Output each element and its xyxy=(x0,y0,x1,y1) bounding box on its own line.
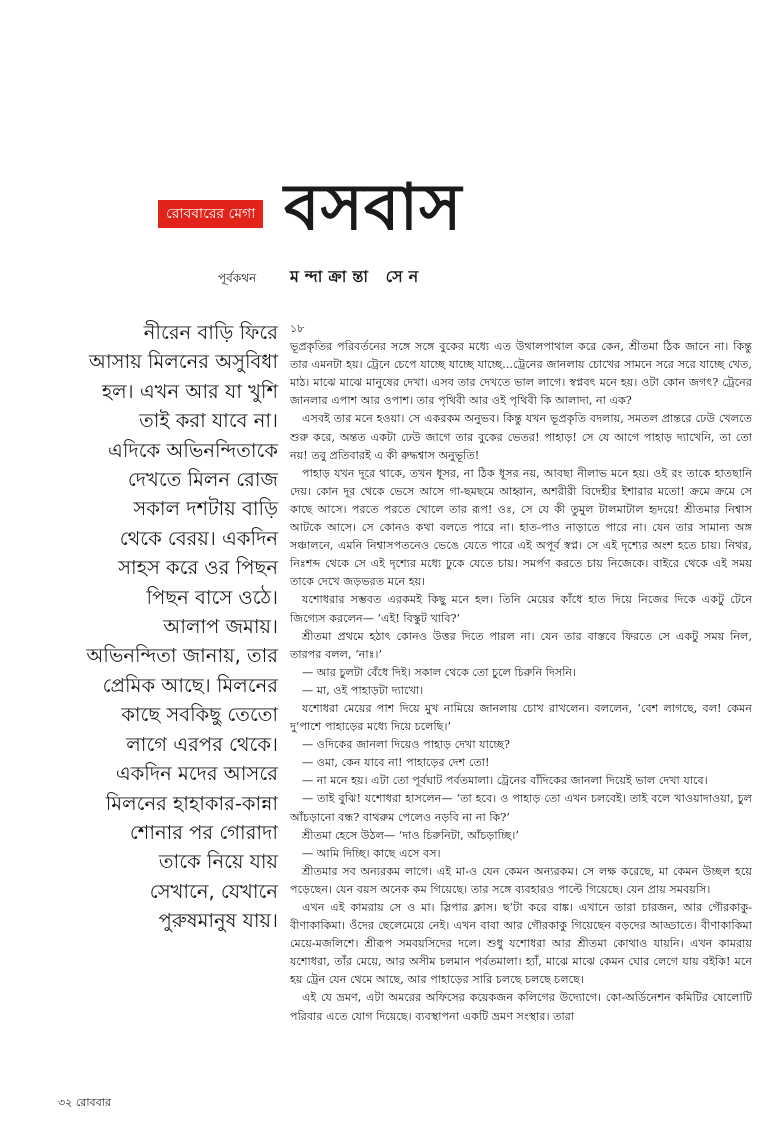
summary-line: দেখতে মিলন রোজ xyxy=(127,468,278,492)
summary-line: আসায় মিলনের অসুবিধা xyxy=(88,350,278,374)
body-paragraph: এখন এই কামরায় সে ও মা। স্লিপার ক্লাস। ছ’টা করে বাঙ্ক। এখানে তারা চারজন, আর গৌরকাকু-বীণাকাকিমা। ওঁদের ছেলেমেয়ে নেই। এখন বাবা আর গৌরকাকু গিয়েছেন বড়দের আড্ডাতে। বীণাকাকিমা মেয়ে-মজলিশে। শ্রীরূপ সমবয়সিদের দলে। শুধু যশোধরা আর শ্রীতমা কোথাও যায়নি। এখন কামরায় যশোধরা, তাঁর মেয়ে, আর অসীম চলমান পর্বতমালা। হ্যাঁ, মাঝে মাঝে কেমন ঘোর লেগে যায় বইকি! মনে হয় ট্রেন যেন থেমে আছে, আর পাহাড়ের সারি চলছে চলছে চলছে। xyxy=(290,901,752,987)
body-paragraph: পাহাড় যখন দূরে থাকে, তখন ধূসর, না ঠিক ধূসর নয়, আবছা নীলাভ মনে হয়। ওই রং তাকে হাতছানি দেয়। কোন দূর থেকে ভেসে আসে গা-ছমছমে আহ্বান, অশরীরী বিদেহীর ইশারার মতো! ক্রমে ক্রমে সে কাছে আসে। পরতে পরতে খোলে তার রূপ! ওঃ, সে যে কী তুমুল টালমাটাল হৃদয়ে! শ্রীতমার নিশ্বাস আটকে আসে। সে কোনও কথা বলতে পারে না। হাত-পাও নাড়াতে পারে না। যেন তার সামান্য অঙ্গ সঞ্চালনে, এমনি নিশ্বাসপতনেও ভেঙে যেতে পারে এই অপূর্ব স্বপ্ন। সে এই দৃশ্যের অংশ হতে চায়। নিথর, নিঃশব্দ থেকে সে এই দৃশ্যের মধ্যে ঢুকে যেতে চায়। সমর্পণ করতে চায় নিজেকে। বাইরে থেকে এই সময় তাকে দেখে জড়ভরত মনে হয়। xyxy=(290,466,752,589)
summary-line: অভিনন্দিতা জানায়, তার xyxy=(86,644,278,668)
summary-line: প্রেমিক আছে। মিলনের xyxy=(102,673,278,697)
summary-line: সাহস করে ওর পিছন xyxy=(118,556,278,580)
prelude-summary xyxy=(60,318,278,936)
body-paragraph: — তাই বুঝি! যশোধরা হাসলেন— ‘তা হবে। ও পাহাড় তো এখন চলবেই। তাই বলে খাওয়াদাওয়া, চুল আঁচড়ানো বন্ধ? বাথরুম পেলেও নড়বি না না কি?’ xyxy=(290,792,752,824)
body-paragraph: শ্রীতমার সব অন্যরকম লাগে। এই মা-ও যেন কেমন অন্যরকম। সে লক্ষ করেছে, মা কেমন উচ্ছল হয়ে পড়েছেন। যেন বয়স অনেক কম গিয়েছে। তার সঙ্গে ব্যবহারও পাল্টে গিয়েছে। যেন প্রায় সমবয়সি। xyxy=(290,864,752,896)
summary-line: এদিকে অভিনন্দিতাকে xyxy=(108,438,278,462)
summary-line: তাই করা যাবে না। xyxy=(139,409,278,433)
summary-line: থেকে বেরয়। একদিন xyxy=(119,526,278,550)
body-paragraph: শ্রীতমা প্রথমে হঠাৎ কোনও উত্তর দিতে পারল না। যেন তার বাস্তবে ফিরতে সে একটু সময় নিল, তারপর বলল, ‘নাঃ।’ xyxy=(290,629,752,661)
body-paragraph: — মা, ওই পাহাড়টা দ্যাখো। xyxy=(302,683,424,697)
prelude-label: পূর্বকথন xyxy=(218,271,257,285)
section-badge: রোববারের মেগা xyxy=(158,200,263,228)
page-number: ৩২ xyxy=(58,1096,73,1109)
summary-line: পিছন বাসে ওঠে। xyxy=(146,585,278,609)
author-name: মন্দাক্রান্তা সেন xyxy=(290,267,425,286)
summary-line: সেখানে, যেখানে xyxy=(149,879,278,903)
article-body xyxy=(290,320,752,1026)
body-paragraph: শ্রীতমা হেসে উঠল— ‘দাও চিরুনিটা, আঁচড়াচ্ছি।’ xyxy=(302,828,519,842)
body-paragraph: — ওদিকের জানলা দিয়েও পাহাড় দেখা যাচ্ছে? xyxy=(302,738,510,752)
chapter-number: ১৮ xyxy=(290,322,305,335)
summary-line: নীরেন বাড়ি ফিরে xyxy=(143,321,278,344)
magazine-name: রোববার xyxy=(75,1096,112,1109)
body-paragraph: — না মনে হয়। এটা তো পূর্বঘাট পর্বতমালা। ট্রেনের বাঁদিকের জানলা দিয়েই ভাল দেখা যাবে। xyxy=(302,774,708,788)
body-paragraph: — ওমা, কেন যাবে না! পাহাড়ের দেশ তো! xyxy=(302,756,490,770)
body-paragraph: যশোধরার সম্ভবত এরকমই কিছু মনে হল। তিনি মেয়ের কাঁধে হাত দিয়ে নিজের দিকে একটু টেনে জিগ্যেস করলেন— ‘এই! বিস্কুট খাবি?’ xyxy=(290,593,752,625)
summary-line: একদিন মদের আসরে xyxy=(115,762,278,786)
summary-line: তাকে নিয়ে যায় xyxy=(158,850,278,874)
summary-line: আলাপ জমায়। xyxy=(163,615,278,639)
summary-line: সকাল দশটায় বাড়ি xyxy=(133,497,278,521)
body-paragraph: এসবই তার মনে হওয়া। সে একরকম অনুভব। কিন্তু যখন ভূপ্রকৃতি বদলায়, সমতল প্রান্তরে ঢেউ খেলতে শুরু করে, অন্তত একটা ঢেউ জাগে তার বুকের ভেতর! পাহাড়! সে যে আগে পাহাড় দ্যাখেনি, তা তো নয়! তবু প্রতিবারই এ কী রুদ্ধশ্বাস অনুভূতি! xyxy=(290,412,752,462)
body-paragraph: — আমি দিচ্ছি। কাছে এসে বস। xyxy=(302,846,441,860)
body-paragraph: এই যে ভ্রমণ, এটা অমরের অফিসের কয়েকজন কলিগের উদ্যোগে। কো-অর্ডিনেশন কমিটির ষোলোটি পরিবার এতে যোগ দিয়েছে। ব্যবস্থাপনা একটি ভ্রমণ সংস্থার। তারা xyxy=(290,991,752,1023)
summary-line: শোনার পর গোরাদা xyxy=(129,820,278,844)
summary-line: পুরুষমানুষ যায়। xyxy=(158,909,278,933)
body-paragraph: যশোধরা মেয়ের পাশ দিয়ে মুখ নামিয়ে জানলায় চোখ রাখলেন। বললেন, ‘বেশ লাগছে, বল! কেমন দু’পাশে পাহাড়ের মধ্যে দিয়ে চলেছি।’ xyxy=(290,701,752,734)
summary-line: হল। এখন আর যা খুশি xyxy=(101,379,278,403)
body-paragraph: — আর চুলটা বেঁধে দিই। সকাল থেকে তো চুলে চিরুনি দিসনি। xyxy=(302,665,577,679)
summary-line: কাছে সবকিছু তেতো xyxy=(121,703,278,727)
summary-line: লাগে এরপর থেকে। xyxy=(126,732,278,756)
page-footer xyxy=(58,1094,111,1113)
story-title: বসবাস xyxy=(284,171,463,245)
summary-line: মিলনের হাহাকার-কান্না xyxy=(105,791,278,815)
body-paragraph: ভূপ্রকৃতির পরিবর্তনের সঙ্গে সঙ্গে বুকের মধ্যে এত উথালপাথাল করে কেন, শ্রীতমা ঠিক জানে না। কিন্তু তার এমনটা হয়। ট্রেনে চেপে যাচ্ছে যাচ্ছে যাচ্ছে...ট্রেনের জানলায় চোখের সামনে সরে সরে যাচ্ছে খেত, মাঠ। মাঝে মাঝে মানুষের দেখা। এসব তার দেখতে ভাল লাগে। স্বপ্নবৎ মনে হয়। ওটা কোন জগৎ? ট্রেনের জানলার এপাশ আর ওপাশ। তার পৃথিবী আর ওই পৃথিবী কি আলাদা, না এক? xyxy=(290,340,752,408)
